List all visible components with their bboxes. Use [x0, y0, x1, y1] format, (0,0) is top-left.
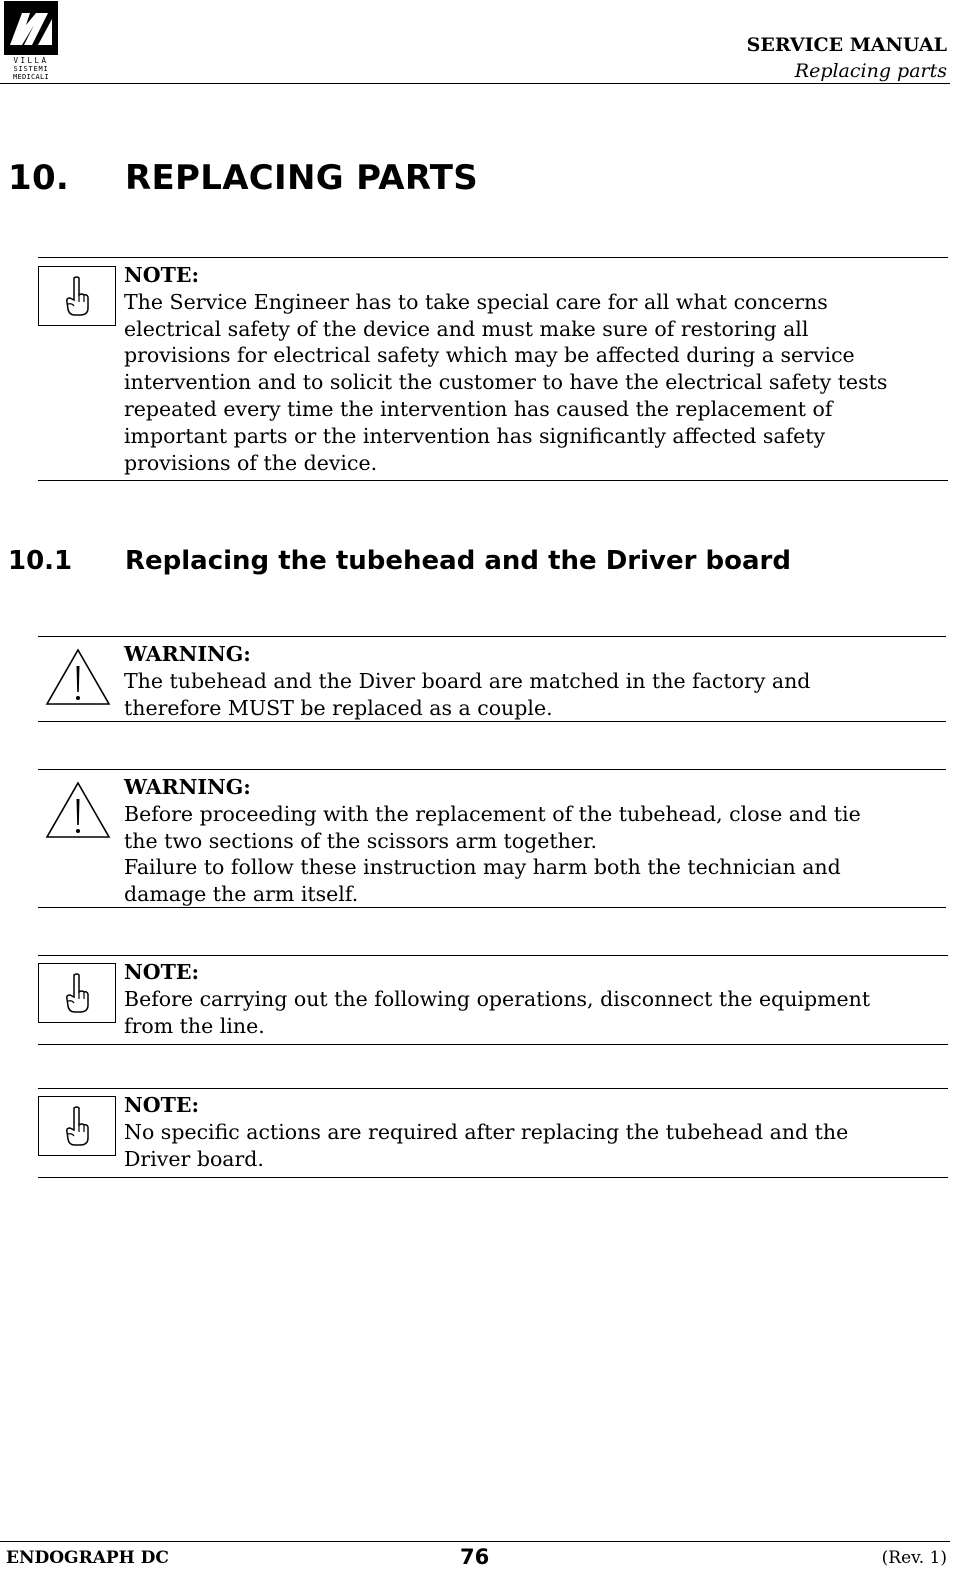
- warning2-line: Before proceeding with the replacement of the tubehead, close and tie: [124, 801, 861, 826]
- header-divider: [0, 83, 950, 84]
- section-title: REPLACING PARTS: [125, 158, 479, 198]
- note3-line: Driver board.: [124, 1146, 264, 1171]
- note2-bottom-rule: [38, 1044, 948, 1045]
- subsection-number: 10.1: [8, 546, 73, 576]
- logo-text-villa: VILLA: [13, 56, 49, 65]
- note1-line: The Service Engineer has to take special care for all what concerns: [124, 289, 828, 314]
- logo-text-medicali: MEDICALI: [12, 73, 50, 81]
- page-number: 76: [460, 1545, 490, 1569]
- note1-icon-box: [38, 266, 116, 326]
- footer-revision: (Rev. 1): [881, 1548, 947, 1568]
- note3-bottom-rule: [38, 1177, 948, 1178]
- footer-product-name: ENDOGRAPH DC: [6, 1548, 169, 1568]
- note2-line: from the line.: [124, 1013, 265, 1038]
- note1-bottom-rule: [38, 480, 948, 481]
- pointing-hand-icon: [64, 275, 90, 317]
- note2-line: Before carrying out the following operations, disconnect the equipment: [124, 986, 871, 1011]
- header-title: SERVICE MANUAL: [746, 34, 947, 56]
- warning2-line: damage the arm itself.: [124, 882, 359, 907]
- logo-text-sistemi: SISTEMI: [13, 65, 49, 73]
- header-subtitle: Replacing parts: [794, 60, 947, 82]
- note1-text: [124, 262, 949, 476]
- note1-line: electrical safety of the device and must make sure of restoring all: [124, 316, 809, 341]
- warning2-text: [124, 774, 949, 908]
- note1-line: provisions for electrical safety which may be affected during a service: [124, 343, 855, 368]
- note1-line: intervention and to solicit the customer to have the electrical safety tests: [124, 370, 888, 395]
- subsection-title: Replacing the tubehead and the Driver board: [125, 546, 791, 576]
- warning1-label: WARNING:: [124, 642, 251, 666]
- warning1-top-rule: [38, 636, 946, 637]
- footer-divider: [0, 1541, 950, 1542]
- warning1-text: [124, 641, 949, 721]
- note2-label: NOTE:: [124, 960, 200, 984]
- section-number: 10.: [8, 158, 70, 198]
- note2-icon-box: [38, 963, 116, 1023]
- note3-line: No specific actions are required after replacing the tubehead and the: [124, 1119, 849, 1144]
- warning2-line: the two sections of the scissors arm together.: [124, 828, 598, 853]
- warning1-line: The tubehead and the Diver board are matched in the factory and: [124, 668, 811, 693]
- note3-text: [124, 1092, 949, 1172]
- warning2-line: Failure to follow these instruction may harm both the technician and: [124, 855, 841, 880]
- note1-line: important parts or the intervention has significantly affected safety: [124, 423, 826, 448]
- warning2-top-rule: [38, 769, 946, 770]
- warning-triangle-icon: [44, 779, 112, 841]
- warning1-line: therefore MUST be replaced as a couple.: [124, 695, 553, 720]
- warning-triangle-icon: [44, 646, 112, 708]
- warning2-bottom-rule: [38, 907, 946, 908]
- note2-text: [124, 959, 949, 1039]
- company-logo: [4, 1, 58, 81]
- note1-line: provisions of the device.: [124, 450, 378, 475]
- warning1-bottom-rule: [38, 721, 946, 722]
- note3-top-rule: [38, 1088, 948, 1089]
- note1-top-rule: [38, 257, 948, 258]
- note1-line: repeated every time the intervention has caused the replacement of: [124, 396, 833, 421]
- pointing-hand-icon: [64, 1105, 90, 1147]
- note3-label: NOTE:: [124, 1093, 200, 1117]
- pointing-hand-icon: [64, 972, 90, 1014]
- note3-icon-box: [38, 1096, 116, 1156]
- note1-label: NOTE:: [124, 263, 200, 287]
- note2-top-rule: [38, 955, 948, 956]
- warning2-label: WARNING:: [124, 775, 251, 799]
